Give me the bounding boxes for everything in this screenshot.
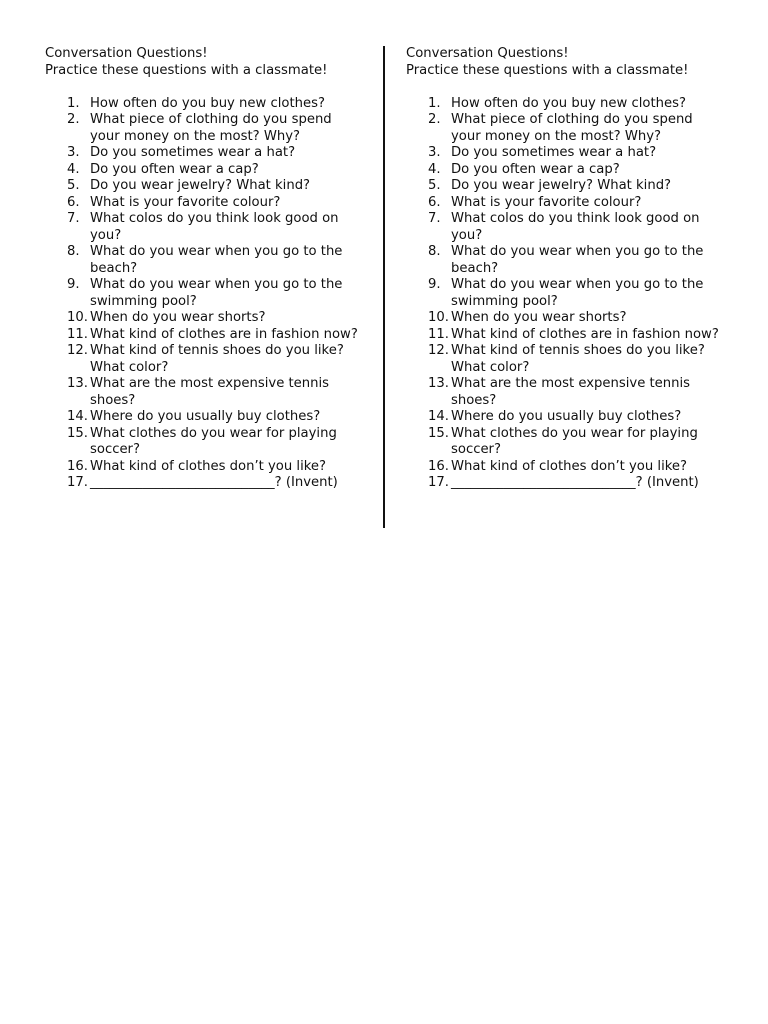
question-text: What do you wear when you go to the beach?: [451, 244, 704, 276]
question-number: 9.: [428, 277, 441, 292]
question-text: Do you wear jewelry? What kind?: [451, 178, 672, 193]
question-number: 6.: [428, 194, 441, 210]
question-text: What clothes do you wear for playing soccer?: [90, 425, 337, 457]
question-number: 12.: [67, 343, 88, 358]
question-number: 15.: [428, 425, 449, 441]
question-text: What piece of clothing do you spend your money on the most? Why?: [90, 112, 332, 144]
worksheet-instruction: Practice these questions with a classmate!: [45, 62, 328, 78]
question-number: 13.: [428, 376, 449, 391]
question-number: 14.: [428, 409, 449, 424]
question-text: What kind of clothes don’t you like?: [451, 458, 688, 474]
question-list: [406, 96, 726, 492]
question-text: How often do you buy new clothes?: [90, 95, 325, 111]
question-number: 12.: [428, 343, 449, 358]
question-number: 8.: [67, 244, 80, 259]
question-number: 14.: [67, 409, 88, 424]
question-text: When do you wear shorts?: [451, 310, 627, 325]
worksheet-right: [406, 46, 726, 492]
question-item: [45, 112, 365, 145]
question-item: [406, 327, 726, 344]
question-item: [45, 96, 365, 113]
question-text: What kind of clothes are in fashion now?: [90, 326, 358, 342]
question-text: What do you wear when you go to the swimming pool?: [451, 277, 704, 309]
worksheet-instruction: Practice these questions with a classmate!: [406, 62, 689, 78]
question-text: What clothes do you wear for playing soccer?: [451, 425, 698, 457]
question-number: 17.: [67, 475, 88, 490]
question-number: 16.: [428, 458, 449, 474]
question-list: [45, 96, 365, 492]
column-divider: [383, 46, 385, 528]
question-item: [406, 376, 726, 409]
question-text: Do you often wear a cap?: [451, 161, 620, 177]
question-item: [406, 244, 726, 277]
question-item: [406, 145, 726, 162]
question-item: [45, 343, 365, 376]
question-number: 7.: [428, 211, 441, 226]
question-text: Do you often wear a cap?: [90, 161, 259, 177]
question-item: [406, 211, 726, 244]
question-text: What do you wear when you go to the swimming pool?: [90, 277, 343, 309]
question-text: What is your favorite colour?: [451, 194, 642, 210]
question-item: [406, 162, 726, 179]
question-text: What is your favorite colour?: [90, 194, 281, 210]
question-text: What are the most expensive tennis shoes?: [451, 376, 691, 408]
question-item: [406, 178, 726, 195]
question-number: 4.: [428, 161, 441, 177]
question-number: 1.: [428, 95, 441, 111]
spacer: [406, 79, 726, 96]
question-item: [406, 343, 726, 376]
question-text: How often do you buy new clothes?: [451, 95, 686, 111]
question-number: 5.: [428, 178, 441, 193]
question-item: [406, 409, 726, 426]
question-item: [45, 376, 365, 409]
question-item: [406, 195, 726, 212]
worksheet-left: [45, 46, 365, 492]
question-number: 11.: [67, 326, 88, 342]
question-number: 7.: [67, 211, 80, 226]
question-number: 15.: [67, 425, 88, 441]
question-number: 2.: [67, 112, 80, 127]
question-item: [45, 475, 365, 492]
question-item: [45, 178, 365, 195]
question-text: What kind of tennis shoes do you like? What color?: [451, 343, 705, 375]
worksheet-heading: Conversation Questions!: [45, 46, 208, 61]
question-item: [406, 310, 726, 327]
question-text: ____________________________? (Invent): [451, 475, 699, 490]
question-text: What piece of clothing do you spend your money on the most? Why?: [451, 112, 693, 144]
question-text: What colos do you think look good on you?: [451, 211, 700, 243]
question-number: 10.: [428, 310, 449, 325]
spacer: [45, 79, 365, 96]
question-item: [45, 277, 365, 310]
question-number: 1.: [67, 95, 80, 111]
question-text: What kind of tennis shoes do you like? What color?: [90, 343, 344, 375]
question-number: 6.: [67, 194, 80, 210]
question-number: 5.: [67, 178, 80, 193]
question-item: [406, 426, 726, 459]
question-item: [45, 195, 365, 212]
question-text: Do you wear jewelry? What kind?: [90, 178, 311, 193]
question-text: Where do you usually buy clothes?: [90, 409, 321, 424]
question-item: [406, 459, 726, 476]
question-text: ____________________________? (Invent): [90, 475, 338, 490]
worksheet-heading: Conversation Questions!: [406, 46, 569, 61]
question-number: 9.: [67, 277, 80, 292]
question-text: Do you sometimes wear a hat?: [90, 145, 296, 160]
question-number: 3.: [67, 145, 80, 160]
question-item: [45, 310, 365, 327]
question-item: [45, 459, 365, 476]
question-text: When do you wear shorts?: [90, 310, 266, 325]
question-item: [406, 475, 726, 492]
question-item: [406, 112, 726, 145]
question-number: 2.: [428, 112, 441, 127]
question-text: What are the most expensive tennis shoes?: [90, 376, 330, 408]
question-number: 3.: [428, 145, 441, 160]
question-text: Do you sometimes wear a hat?: [451, 145, 657, 160]
question-item: [45, 145, 365, 162]
question-item: [45, 211, 365, 244]
question-item: [45, 426, 365, 459]
question-text: What colos do you think look good on you?: [90, 211, 339, 243]
question-item: [406, 96, 726, 113]
question-text: What kind of clothes are in fashion now?: [451, 326, 719, 342]
question-text: What kind of clothes don’t you like?: [90, 458, 327, 474]
question-text: What do you wear when you go to the beach?: [90, 244, 343, 276]
question-number: 10.: [67, 310, 88, 325]
question-item: [45, 409, 365, 426]
question-number: 11.: [428, 326, 449, 342]
question-item: [45, 162, 365, 179]
question-number: 17.: [428, 475, 449, 490]
question-number: 8.: [428, 244, 441, 259]
question-number: 16.: [67, 458, 88, 474]
question-text: Where do you usually buy clothes?: [451, 409, 682, 424]
question-number: 13.: [67, 376, 88, 391]
question-item: [45, 244, 365, 277]
question-number: 4.: [67, 161, 80, 177]
question-item: [406, 277, 726, 310]
question-item: [45, 327, 365, 344]
